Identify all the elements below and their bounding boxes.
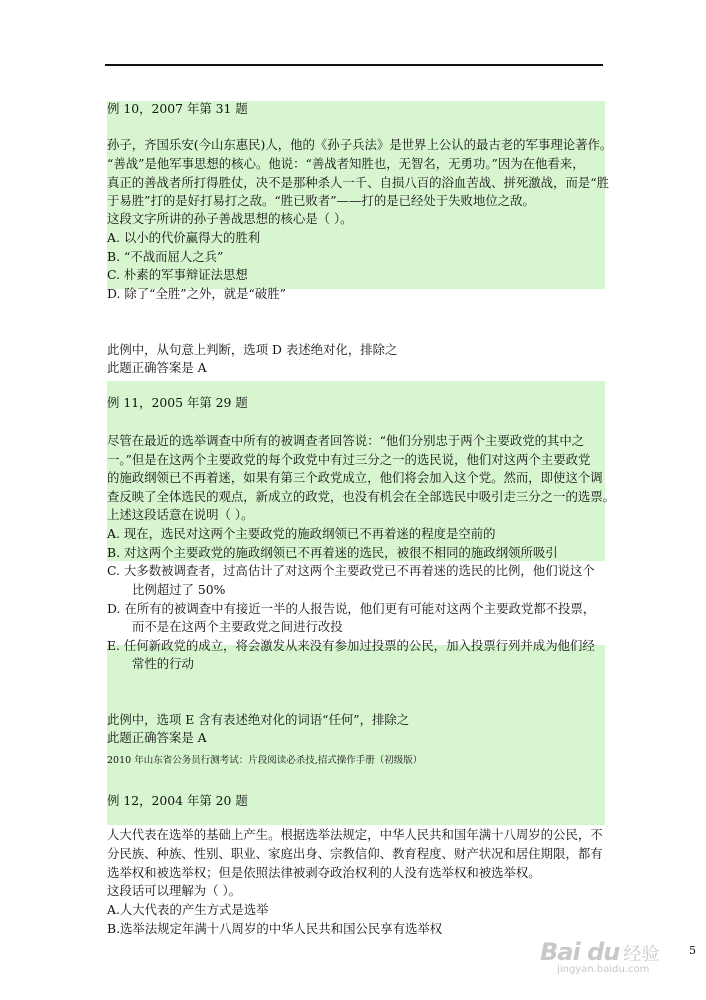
header-rule — [105, 64, 603, 66]
ex11-para-line-3: 的施政纲领已不再着迷，如果有第三个政党成立，他们将会加入这个党。然而，即使这个调 — [107, 470, 603, 485]
ex10-para-line-3: 真正的善战者所打得胜仗，决不是那种杀人一千、自损八百的浴血苦战、拼死激战，而是“胜 — [107, 175, 609, 190]
ex12-para-line-1: 人大代表在选举的基础上产生。根据选举法规定，中华人民共和国年满十八周岁的公民，不 — [107, 827, 603, 842]
baidu-jingyan-watermark — [540, 938, 659, 975]
ex11-option-e-cont: 常性的行动 — [132, 656, 194, 671]
page-number: 5 — [689, 944, 696, 957]
ex12-question: 这段话可以理解为（ ）。 — [107, 883, 242, 898]
ex12-title: 例 12，2004 年第 20 题 — [107, 793, 248, 808]
ex12-para-line-3: 选举权和被选举权；但是依照法律被剥夺政治权利的人没有选举权和被选举权。 — [107, 865, 541, 880]
footer-note: 2010 年山东省公务员行测考试：片段阅读必杀技,招式操作手册（初级版） — [107, 755, 423, 766]
ex11-analysis: 此例中，选项 E 含有表述绝对化的词语“任何”，排除之 — [107, 712, 410, 727]
baidu-logo: Bai du — [540, 938, 620, 966]
ex10-para-line-4: 于易胜”打的是好打易打之敌。“胜已败者”——打的是已经处于失败地位之敌。 — [107, 193, 535, 208]
ex10-option-b: B. “不战而屈人之兵” — [107, 249, 224, 264]
ex11-para-line-2: 一。”但是在这两个主要政党的每个政党中有过三分之一的选民说，他们对这两个主要政党 — [107, 452, 591, 467]
ex11-option-b: B. 对这两个主要政党的施政纲领已不再着迷的选民，被很不相同的施政纲领所吸引 — [107, 545, 558, 560]
ex11-para-line-4: 查反映了全体选民的观点，新成立的政党，也没有机会在全部选民中吸引走三分之一的选票。 — [107, 489, 616, 504]
ex11-option-c-cont: 比例超过了 50% — [132, 582, 226, 597]
ex10-answer: 此题正确答案是 A — [107, 360, 207, 375]
ex10-analysis: 此例中，从句意上判断，选项 D 表述绝对化，排除之 — [107, 342, 398, 357]
ex11-option-d-cont: 而不是在这两个主要政党之间进行改投 — [132, 619, 343, 634]
ex11-question: 上述这段话意在说明（ ）。 — [107, 507, 254, 522]
ex10-para-line-1: 孙子，齐国乐安(今山东惠民)人，他的《孙子兵法》是世界上公认的最古老的军事理论著作。 — [107, 137, 613, 152]
ex11-answer: 此题正确答案是 A — [107, 730, 207, 745]
ex10-para-line-2: “善战”是他军事思想的核心。他说：“善战者知胜也，无智名，无勇功。”因为在他看来， — [107, 156, 585, 171]
ex12-para-line-2: 分民族、种族、性别、职业、家庭出身、宗教信仰、教育程度、财产状况和居住期限，都有 — [107, 846, 603, 861]
ex10-option-d: D. 除了“全胜”之外，就是“破胜” — [107, 286, 287, 301]
ex10-question: 这段文字所讲的孙子善战思想的核心是（ ）。 — [107, 211, 353, 226]
ex11-title: 例 11，2005 年第 29 题 — [107, 395, 248, 410]
ex11-para-line-1: 尽管在最近的选举调查中所有的被调查者回答说：“他们分别忠于两个主要政党的其中之 — [107, 433, 585, 448]
ex11-option-c: C. 大多数被调查者，过高估计了对这两个主要政党已不再着迷的选民的比例，他们说这个 — [107, 563, 595, 578]
ex11-option-d: D. 在所有的被调查中有接近一半的人报告说，他们更有可能对这两个主要政党都不投票， — [107, 601, 596, 616]
ex10-option-c: C. 朴素的军事辩证法思想 — [107, 267, 248, 282]
watermark-url: jingyan.baidu.com — [557, 964, 650, 975]
ex10-title: 例 10，2007 年第 31 题 — [107, 101, 248, 116]
ex11-option-a: A. 现在，选民对这两个主要政党的施政纲领已不再着迷的程度是空前的 — [107, 526, 496, 541]
ex12-option-b: B.选举法规定年满十八周岁的中华人民共和国公民享有选举权 — [107, 921, 443, 936]
watermark-suffix: 经验 — [623, 944, 660, 965]
ex12-option-a: A.人大代表的产生方式是选举 — [107, 902, 269, 917]
ex11-option-e: E. 任何新政党的成立，将会激发从来没有参加过投票的公民，加入投票行列并成为他们经 — [107, 638, 595, 653]
ex10-option-a: A. 以小的代价赢得大的胜利 — [107, 230, 261, 245]
